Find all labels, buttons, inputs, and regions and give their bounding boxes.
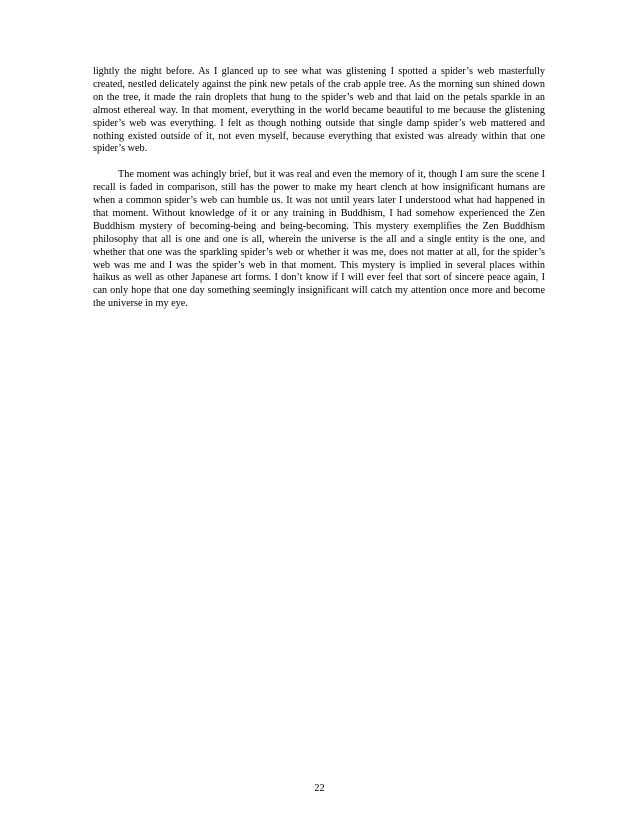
paragraph-1: lightly the night before. As I glanced up to see what was glistening I spotted a spider’s web masterfully created, nestled delicately against the pink new petals of the crab apple tree. As the morning sun shined down on the tree, it made the rain droplets that hung to the spider’s web and that laid on the petals sparkle in an almost ethereal way. In that moment, everything in the world became beautiful to me because the glistening spider’s web was everything. I felt as though nothing outside that single damp spider’s web mattered and nothing existed outside of it, not even myself, because everything that existed was already within that one spider’s web.	[93, 66, 545, 155]
page-number: 22	[314, 783, 325, 794]
paragraph-2: The moment was achingly brief, but it was real and even the memory of it, though I am sure the scene I recall is faded in comparison, still has the power to make my heart clench at how insignificant humans are when a common spider’s web can humble us. It was not until years later I understood what had happened in that moment. Without knowledge of it or any training in Buddhism, I had somehow experienced the Zen Buddhism mystery of becoming-being and being-becoming. This mystery exemplifies the Zen Buddhism philosophy that all is one and one is all, wherein the universe is the all and a single entity is the one, and whether that one was the sparkling spider’s web or whether it was me, does not matter at all, for the spider’s web was me and I was the spider’s web in that moment. This mystery is implied in several places within haikus as well as other Japanese art forms. I don’t know if I will ever feel that sort of sincere peace again, I can only hope that one day something seemingly insignificant will catch my attention once more and become the universe in my eye.	[93, 169, 545, 310]
page-body	[93, 66, 545, 311]
